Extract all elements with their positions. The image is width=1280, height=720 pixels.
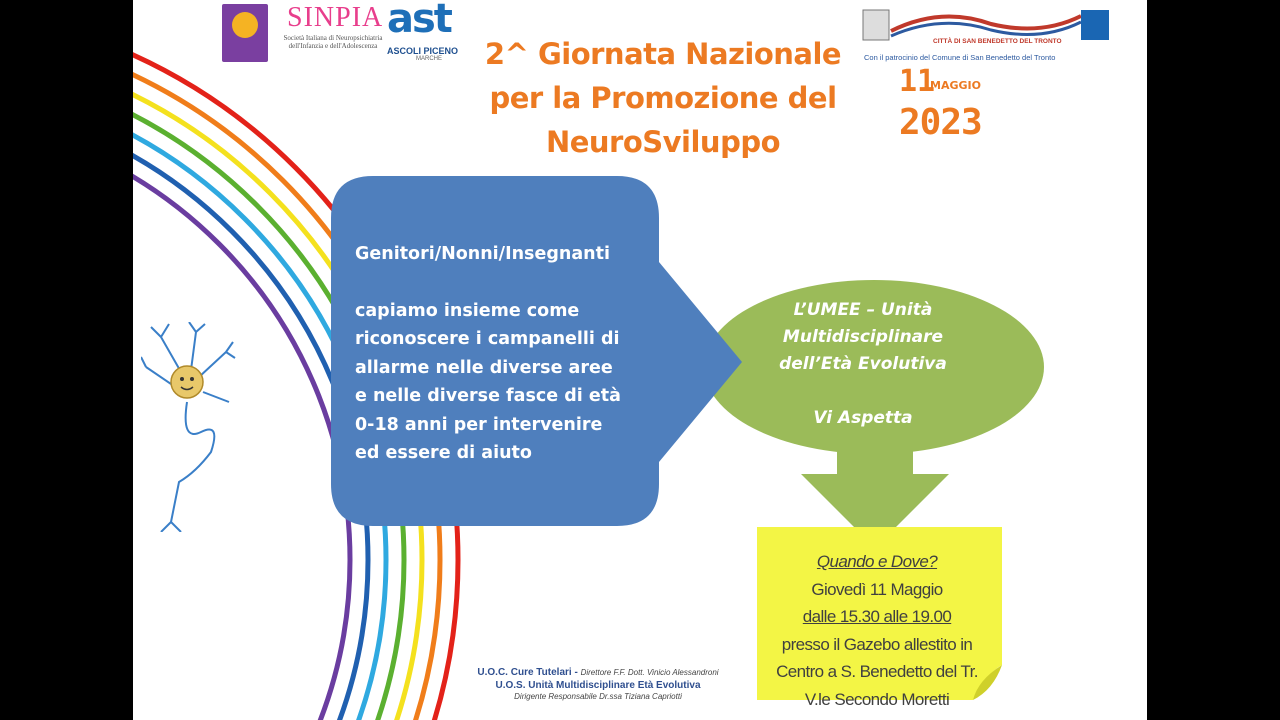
- sinpia-logo-text: SINPIA: [287, 2, 384, 33]
- footer-unit1: U.O.C. Cure Tutelari -: [477, 667, 581, 678]
- body-line: riconoscere i campanelli di: [355, 329, 620, 349]
- event-day: 11: [899, 64, 936, 99]
- footer-director: Direttore F.F. Dott. Vinicio Alessandroni: [580, 668, 719, 677]
- patronage-text: Con il patrocinio del Comune di San Benedetto del Tronto: [864, 53, 1056, 62]
- event-time: dalle 15.30 alle 19.00: [802, 607, 952, 626]
- event-year: 2023: [899, 102, 982, 143]
- ast-logo-text: ast: [387, 0, 451, 42]
- umee-tagline: Vi Aspetta: [813, 408, 913, 428]
- umee-line: L’UMEE – Unità: [793, 300, 933, 320]
- ast-region: MARCHE: [416, 56, 443, 62]
- umee-line: dell’Età Evolutiva: [779, 354, 947, 374]
- body-line: capiamo insieme come: [355, 300, 580, 321]
- city-name: CITTÀ DI SAN BENEDETTO DEL TRONTO: [933, 38, 1062, 45]
- umee-line: Multidisciplinare: [782, 327, 944, 347]
- blue-box-text: [355, 240, 655, 468]
- title-line: 2^ Giornata Nazionale: [484, 37, 842, 71]
- when-where-heading: Quando e Dove?: [816, 552, 938, 571]
- event-month: MAGGIO: [930, 79, 981, 92]
- place-line: V.le Secondo Moretti: [804, 689, 950, 709]
- footer-manager: Dirigente Responsabile Dr.ssa Tiziana Capriotti: [514, 692, 682, 701]
- place-line: Centro a S. Benedetto del Tr.: [776, 662, 978, 681]
- body-line: allarme nelle diverse aree: [355, 357, 613, 378]
- body-line: ed essere di aiuto: [355, 443, 532, 463]
- place-line: presso il Gazebo allestito in: [781, 634, 973, 654]
- audience-heading: Genitori/Nonni/Insegnanti: [355, 244, 610, 264]
- body-line: e nelle diverse fasce di età: [355, 386, 621, 406]
- umee-text: [743, 297, 983, 432]
- title-line: NeuroSviluppo: [545, 125, 781, 159]
- body-line: 0-18 anni per intervenire: [355, 414, 603, 435]
- footer-unit2: U.O.S. Unità Multidisciplinare Età Evolutiva: [495, 680, 701, 691]
- event-date: Giovedì 11 Maggio: [811, 579, 943, 599]
- title-line: per la Promozione del: [489, 81, 837, 115]
- footer: [383, 666, 813, 702]
- sinpia-subtitle: Società Italiana di Neuropsichiatria dell'Infanzia e dell'Adolescenza: [283, 34, 383, 50]
- ast-subtitle: ASCOLI PICENO: [387, 46, 459, 56]
- slide: [133, 0, 1147, 720]
